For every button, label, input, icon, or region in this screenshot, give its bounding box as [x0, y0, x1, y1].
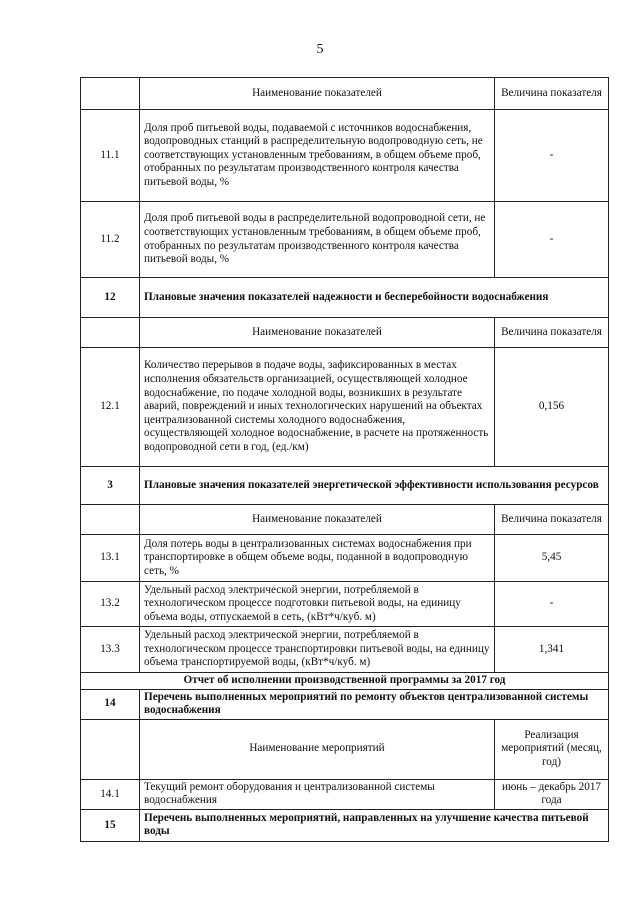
- indicator-text: Количество перерывов в подаче воды, зафиксированных в местах исполнения обязательств организацией, осуществляющей холодное водоснабжение, по подаче холодной воды, возникших в результате аварий, повреждений и иных технологических нарушений на объектах централизованной системы холодного водоснабжения, осуществляющей холодное водоснабжение, в расчете на протяженность водопроводной сети в год, (ед./км): [140, 348, 495, 467]
- report-title-row: [81, 673, 609, 690]
- num-header-cell: [81, 318, 140, 348]
- indicator-value-header: Величина показателя: [495, 505, 609, 535]
- section-title: Перечень выполненных мероприятий по ремонту объектов централизованной системы водоснабжения: [140, 689, 609, 719]
- table-row: [81, 110, 609, 202]
- num-header-cell: [81, 719, 140, 779]
- indicator-value: -: [495, 582, 609, 627]
- table-header-row: [81, 505, 609, 535]
- table-row: [81, 582, 609, 627]
- indicator-value: 5,45: [495, 535, 609, 582]
- table-row: [81, 627, 609, 673]
- indicator-value: 0,156: [495, 348, 609, 467]
- table-header-row: [81, 318, 609, 348]
- section-row: [81, 278, 609, 318]
- report-title: Отчет об исполнении производственной программы за 2017 год: [81, 673, 609, 690]
- table-row: [81, 535, 609, 582]
- section-number: 12: [81, 278, 140, 318]
- section-number: 15: [81, 809, 140, 841]
- indicator-text: Удельный расход электрической энергии, потребляемой в технологическом процессе подготовки питьевой воды, на единицу объема воды, отпускаемой в сеть, (кВт*ч/куб. м): [140, 582, 495, 627]
- indicator-text: Доля проб питьевой воды, подаваемой с источников водоснабжения, водопроводных станций в распределительную водопроводную сеть, не соответствующих установленным требованиям, в общем объеме проб, отобранных по результатам производственного контроля качества питьевой воды, %: [140, 110, 495, 202]
- table-row: [81, 779, 609, 809]
- indicator-name-header: Наименование показателей: [140, 505, 495, 535]
- section-row: [81, 689, 609, 719]
- row-number: 13.3: [81, 627, 140, 673]
- row-number: 13.2: [81, 582, 140, 627]
- indicator-value: -: [495, 110, 609, 202]
- activity-value-header: Реализация мероприятий (месяц, год): [495, 719, 609, 779]
- section-row: [81, 809, 609, 841]
- num-header-cell: [81, 505, 140, 535]
- table-row: [81, 202, 609, 278]
- section-title: Плановые значения показателей энергетической эффективности использования ресурсов: [140, 467, 609, 505]
- indicator-text: Доля проб питьевой воды в распределительной водопроводной сети, не соответствующих установленным требованиям, в общем объеме проб, отобранных по результатам производственного контроля качества питьевой воды, %: [140, 202, 495, 278]
- table-header-row: [81, 719, 609, 779]
- section-number: 3: [81, 467, 140, 505]
- indicators-table: [80, 77, 609, 842]
- table-header-row: [81, 78, 609, 110]
- indicator-value-header: Величина показателя: [495, 78, 609, 110]
- row-number: 11.2: [81, 202, 140, 278]
- activity-name-header: Наименование мероприятий: [140, 719, 495, 779]
- section-title: Плановые значения показателей надежности и бесперебойности водоснабжения: [140, 278, 609, 318]
- activity-text: Текущий ремонт оборудования и централизованной системы водоснабжения: [140, 779, 495, 809]
- row-number: 12.1: [81, 348, 140, 467]
- row-number: 14.1: [81, 779, 140, 809]
- page-number: 5: [316, 42, 324, 57]
- section-number: 14: [81, 689, 140, 719]
- indicator-value: 1,341: [495, 627, 609, 673]
- indicator-name-header: Наименование показателей: [140, 78, 495, 110]
- indicator-name-header: Наименование показателей: [140, 318, 495, 348]
- num-header-cell: [81, 78, 140, 110]
- indicator-value: -: [495, 202, 609, 278]
- table-row: [81, 348, 609, 467]
- indicator-text: Удельный расход электрической энергии, потребляемой в технологическом процессе транспортировки питьевой воды, на единицу объема транспортируемой воды, (кВт*ч/куб. м): [140, 627, 495, 673]
- row-number: 11.1: [81, 110, 140, 202]
- row-number: 13.1: [81, 535, 140, 582]
- indicator-value-header: Величина показателя: [495, 318, 609, 348]
- section-title: Перечень выполненных мероприятий, направленных на улучшение качества питьевой воды: [140, 809, 609, 841]
- indicator-text: Доля потерь воды в централизованных системах водоснабжения при транспортировке в общем объеме воды, поданной в водопроводную сеть, %: [140, 535, 495, 582]
- section-row: [81, 467, 609, 505]
- activity-period: июнь – декабрь 2017 года: [495, 779, 609, 809]
